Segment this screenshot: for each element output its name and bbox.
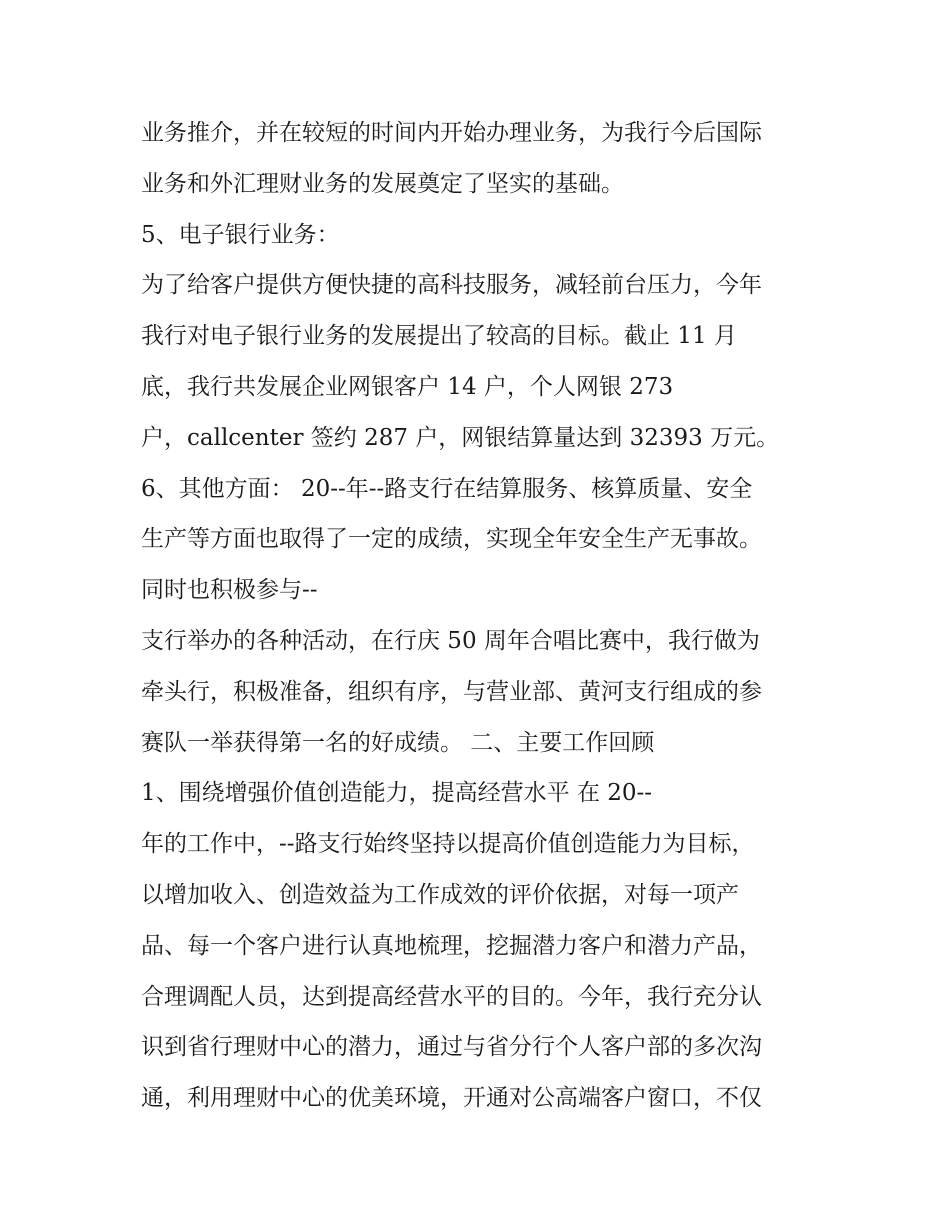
text-line: 户，callcenter 签约 287 户，网银结算量达到 32393 万元。 — [141, 424, 780, 451]
text-line: 底，我行共发展企业网银客户 14 户，个人网银 273 — [141, 373, 674, 400]
text-line: 通，利用理财中心的优美环境，开通对公高端客户窗口，不仅 — [141, 1085, 762, 1112]
text-line: 业务推介，并在较短的时间内开始办理业务，为我行今后国际 — [141, 120, 762, 146]
text-line: 赛队一举获得第一名的好成绩。 二、主要工作回顾 — [141, 729, 655, 756]
document-body — [141, 108, 831, 1124]
text-line: 识到省行理财中心的潜力，通过与省分行个人客户部的多次沟 — [141, 1034, 762, 1061]
text-line: 6、其他方面： 20--年--路支行在结算服务、核算质量、安全 — [141, 475, 753, 502]
text-line: 以增加收入、创造效益为工作成效的评价依据，对每一项产 — [141, 881, 739, 908]
text-line: 生产等方面也取得了一定的成绩，实现全年安全生产无事故。 — [141, 526, 762, 553]
text-line: 合理调配人员，达到提高经营水平的目的。今年，我行充分认 — [141, 983, 762, 1010]
text-line: 我行对电子银行业务的发展提出了较高的目标。截止 11 月 — [141, 323, 737, 350]
text-line: 为了给客户提供方便快捷的高科技服务，减轻前台压力，今年 — [141, 272, 762, 299]
text-line: 牵头行，积极准备，组织有序，与营业部、黄河支行组成的参 — [141, 678, 762, 705]
text-line: 业务和外汇理财业务的发展奠定了坚实的基础。 — [141, 170, 624, 197]
text-line: 支行举办的各种活动，在行庆 50 周年合唱比赛中，我行做为 — [141, 627, 760, 654]
text-line: 年的工作中，--路支行始终坚持以提高价值创造能力为目标， — [141, 831, 755, 858]
section-heading: 5、电子银行业务： — [141, 221, 340, 248]
text-line: 同时也积极参与-- — [141, 577, 318, 604]
text-line: 品、每一个客户进行认真地梳理，挖掘潜力客户和潜力产品， — [141, 932, 762, 959]
text-line: 1、围绕增强价值创造能力，提高经营水平 在 20-- — [141, 780, 653, 807]
